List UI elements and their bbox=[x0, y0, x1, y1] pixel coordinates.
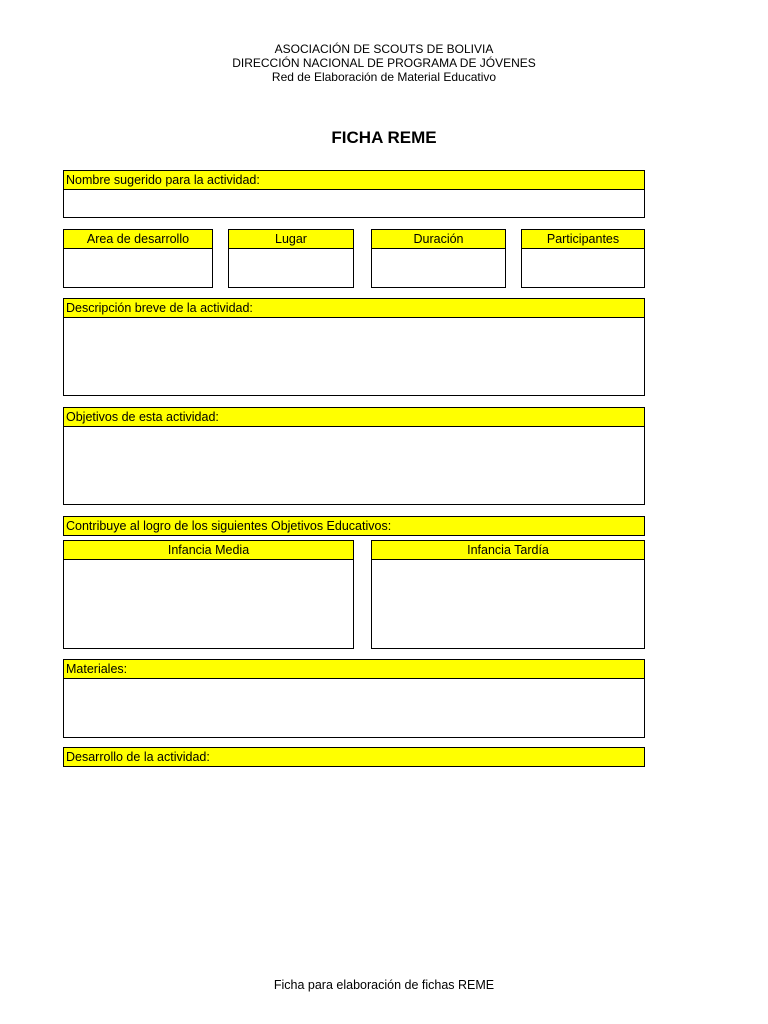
lugar-field[interactable] bbox=[228, 248, 354, 288]
infancia-tardia-field[interactable] bbox=[371, 559, 645, 649]
page-title: FICHA REME bbox=[331, 128, 437, 147]
infancia-media-label: Infancia Media bbox=[63, 540, 354, 560]
nombre-field[interactable] bbox=[63, 189, 645, 218]
header-line-2: DIRECCIÓN NACIONAL DE PROGRAMA DE JÓVENES bbox=[232, 56, 536, 70]
descripcion-field[interactable] bbox=[63, 317, 645, 396]
document-header bbox=[0, 42, 768, 84]
infancia-tardia-label: Infancia Tardía bbox=[371, 540, 645, 560]
participantes-label: Participantes bbox=[521, 229, 645, 249]
duracion-label: Duración bbox=[371, 229, 506, 249]
lugar-label: Lugar bbox=[228, 229, 354, 249]
descripcion-label: Descripción breve de la actividad: bbox=[63, 298, 645, 318]
materiales-label: Materiales: bbox=[63, 659, 645, 679]
materiales-field[interactable] bbox=[63, 678, 645, 738]
infancia-media-field[interactable] bbox=[63, 559, 354, 649]
desarrollo-label: Desarrollo de la actividad: bbox=[63, 747, 645, 767]
objetivos-field[interactable] bbox=[63, 426, 645, 505]
nombre-label: Nombre sugerido para la actividad: bbox=[63, 170, 645, 190]
area-field[interactable] bbox=[63, 248, 213, 288]
header-line-1: ASOCIACIÓN DE SCOUTS DE BOLIVIA bbox=[274, 42, 494, 56]
participantes-field[interactable] bbox=[521, 248, 645, 288]
contribuye-label: Contribuye al logro de los siguientes Objetivos Educativos: bbox=[63, 516, 645, 536]
footer-text: Ficha para elaboración de fichas REME bbox=[273, 978, 495, 992]
objetivos-label: Objetivos de esta actividad: bbox=[63, 407, 645, 427]
area-label: Area de desarrollo bbox=[63, 229, 213, 249]
duracion-field[interactable] bbox=[371, 248, 506, 288]
header-line-3: Red de Elaboración de Material Educativo bbox=[271, 70, 497, 84]
